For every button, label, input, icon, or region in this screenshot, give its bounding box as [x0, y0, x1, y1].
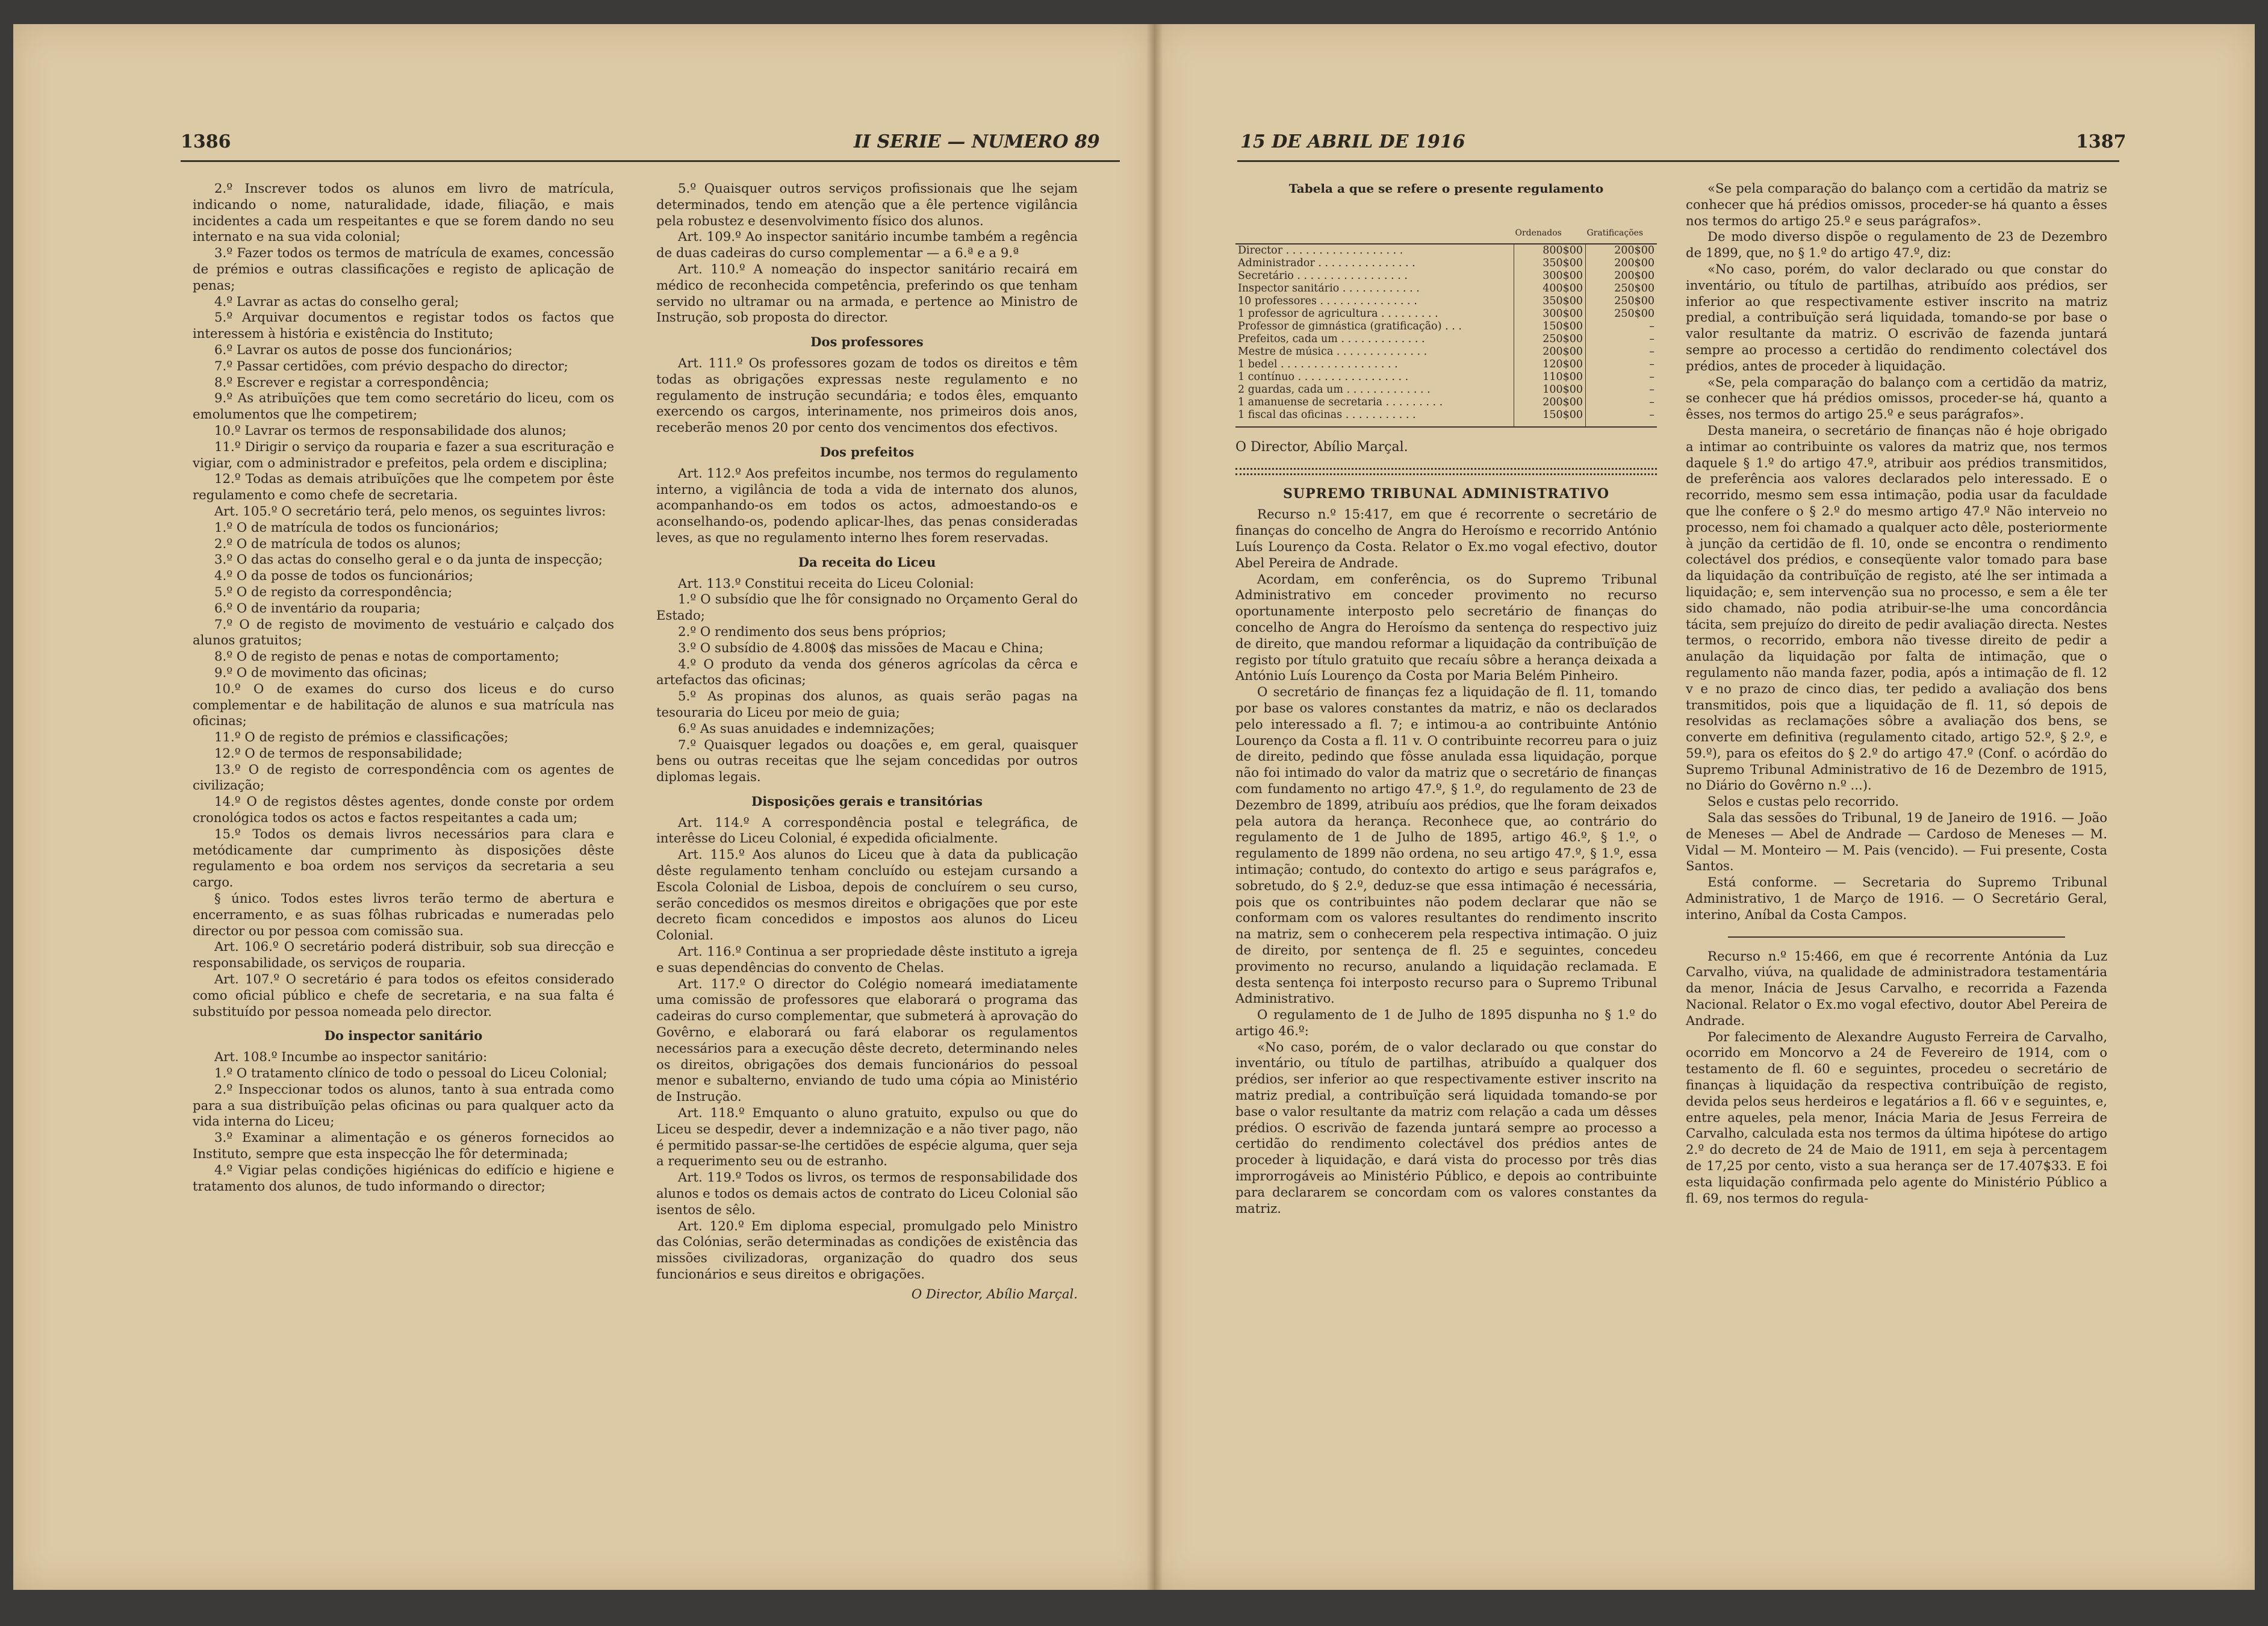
paragraph: 9.º As atribuïções que tem como secretário do liceu, com os emolumentos que lhe competirem; — [193, 390, 614, 422]
paragraph: 3.º O subsídio de 4.800$ das missões de Macau e China; — [678, 640, 1043, 655]
right-column-2 — [1686, 181, 2107, 1206]
paragraph: 5.º As propinas dos alunos, as quais serão pagas na tesouraria do Liceu por meio de guia; — [656, 688, 1078, 720]
section-heading: Dos prefeitos — [819, 444, 915, 459]
table-header-blank — [1235, 203, 1514, 244]
paragraph: 13.º O de registo de correspondência com os agentes de civilização; — [193, 761, 614, 793]
paragraph: Recurso n.º 15:466, em que é recorrente Antónia da Luz Carvalho, viúva, na qualidade de administradora testamentária da menor, Inácia de Jesus Carvalho, e recorrida a Fazenda Nacional. Relator o Ex.mo vogal efectivo, doutor Abel Pereira de Andrade. — [1686, 948, 2107, 1028]
paragraph: Acordam, em conferência, os do Supremo Tribunal Administrativo em conceder provimento no recurso oportunamente interposto pelo secretário de finanças do concelho de Angra do Heroísmo da sentença do respectivo juiz de direito, que mandou reformar a liquidação da contribuïção de registo por título gratuito que recaíu sôbre a herança deixada a António Luís Lourenço da Costa por Maria Belém Pinheiro. — [1235, 571, 1657, 684]
paragraph: 11.º O de registo de prémios e classificações; — [214, 729, 509, 745]
left-column-2 — [656, 181, 1078, 1303]
paragraph: 5.º Arquivar documentos e registar todos os factos que interessem à história e existência do Instituto; — [193, 310, 614, 341]
paragraph: Por falecimento de Alexandre Augusto Ferreira de Carvalho, ocorrido em Moncorvo a 24 de Fevereiro de 1914, com o testamento de fl. 60 e seguintes, procedeu o secretário de finanças à liquidação da respectiva contribuïção de registo, devida pelos seus herdeiros e legatários a fl. 66 v e seguintes, e, entre aqueles, pela menor, Inácia Maria de Jesus Ferreira de Carvalho, calculada esta nos termos da última hipótese do artigo 2.º do decreto de 24 de Maio de 1911, em seja à percentagem de 17,25 por cento, visto a sua herança ser de 17.407$33. E foi esta liquidação confirmada pelo agente do Ministério Público a fl. 69, nos termos do regula- — [1686, 1029, 2107, 1206]
paragraph: 4.º Vigiar pelas condições higiénicas do edifício e higiene e tratamento dos alunos, de tudo informando o director; — [193, 1162, 614, 1194]
paragraph: Selos e custas pelo recorrido. — [1707, 794, 1899, 809]
row-gratificacao: 200$00 — [1586, 244, 1658, 257]
paragraph: 2.º Inspeccionar todos os alunos, tanto à sua entrada como para a sua distribuïção pelas oficinas ou para qualquer acto da vida interna do Liceu; — [193, 1081, 614, 1129]
row-label: 1 fiscal das oficinas . . . . . . . . . . . — [1235, 409, 1514, 427]
paragraph: Art. 116.º Continua a ser propriedade dêste instituto a igreja e suas dependências do convento de Chelas. — [656, 944, 1078, 975]
paragraph: Sala das sessões do Tribunal, 19 de Janeiro de 1916. — João de Meneses — Abel de Andrade — Cardoso de Meneses — M. Vidal — M. Monteiro — M. Pais (vencido). — Fui presente, Costa Santos. — [1686, 810, 2107, 874]
paragraph: Art. 114.º A correspondência postal e telegráfica, de interêsse do Liceu Colonial, é expedida oficialmente. — [656, 814, 1078, 846]
table-header-ordenados: Ordenados — [1514, 203, 1586, 244]
table-row — [1235, 371, 1657, 384]
paragraph: 1.º O de matrícula de todos os funcionários; — [214, 519, 499, 535]
row-ordenado: 110$00 — [1514, 371, 1586, 384]
paragraph: 2.º Inscrever todos os alunos em livro de matrícula, indicando o nome, naturalidade, idade, filiação, e mais incidentes a cada um respeitantes e que se forem dando no seu internato e na sua vida colonial; — [193, 181, 614, 245]
right-column-1 — [1235, 181, 1657, 1216]
row-label: 2 guardas, cada um . . . . . . . . . . . . . — [1238, 383, 1431, 396]
row-label: Director . . . . . . . . . . . . . . . . . . — [1235, 244, 1514, 257]
row-gratificacao: – — [1586, 371, 1658, 384]
row-ordenado: 300$00 — [1514, 270, 1586, 282]
signature: O Director, Abílio Marçal. — [911, 1286, 1078, 1301]
table-header-gratificacoes: Gratificações — [1586, 203, 1658, 244]
paragraph: «No caso, porém, de o valor declarado ou que constar do inventário, ou título de partilhas, atribuído a qualquer dos prédios, ser inferior ao que respectivamente estiver inscrito na matriz predial, a contribuïção será liquidada tomando-se por base o valor resultante da matriz com relação a cada um dêsses prédios. O escrivão de fazenda juntará sempre ao processo a certidão do rendimento colectável dos prédios antes de proceder à liquidação, e dará vista do processo por três dias improrrogáveis ao Ministério Público, e depois ao contribuinte para declararem se concordam com os valores constantes da matriz. — [1235, 1039, 1657, 1216]
row-label: Professor de gimnástica (gratificação) . . . — [1238, 320, 1462, 332]
book-gutter — [1146, 24, 1163, 1590]
table-row — [1235, 396, 1657, 409]
paragraph: 5.º Quaisquer outros serviços profissionais que lhe sejam determinados, tendo em atenção que a êle pertence vigilância pela robustez e desenvolvimento físico dos alunos. — [656, 181, 1078, 228]
row-label: Secretário . . . . . . . . . . . . . . . . . — [1238, 269, 1408, 282]
paragraph: O regulamento de 1 de Julho de 1895 dispunha no § 1.º do artigo 46.º: — [1235, 1007, 1657, 1038]
table-title: Tabela a que se refere o presente regulamento — [1288, 181, 1604, 196]
paragraph: 6.º Lavrar os autos de posse dos funcionários; — [214, 341, 513, 357]
row-ordenado: 350$00 — [1514, 257, 1586, 270]
row-gratificacao: – — [1586, 358, 1658, 371]
row-ordenado: 250$00 — [1514, 333, 1586, 346]
paragraph: De modo diverso dispõe o regulamento de 23 de Dezembro de 1899, que, no § 1.º do artigo 47.º, diz: — [1686, 229, 2107, 261]
paragraph: 7.º Passar certidões, com prévio despacho do director; — [214, 358, 568, 373]
row-label: Inspector sanitário . . . . . . . . . . . . — [1238, 282, 1420, 294]
table-row — [1235, 282, 1657, 295]
right-date-label: 15 DE ABRIL DE 1916 — [1240, 131, 1465, 152]
ornamental-divider — [1235, 468, 1657, 475]
section-heading: SUPREMO TRIBUNAL ADMINISTRATIVO — [1283, 485, 1609, 502]
table-row — [1235, 295, 1657, 308]
paragraph: Está conforme. — Secretaria do Supremo Tribunal Administrativo, 1 de Março de 1916. — O Secretário Geral, interino, Aníbal da Costa Campos. — [1686, 874, 2107, 922]
paragraph: Art. 117.º O director do Colégio nomeará imediatamente uma comissão de professores que elaborará o programa das cadeiras do curso complementar, que submeterá à aprovação do Govêrno, e elaborará ou fará elaborar os regulamentos necessários para a execução dêste decreto, determinando neles os direitos, obrigações dos demais funcionários do pessoal menor e subalterno, enviando de tudo uma cópia ao Ministério de Instrução. — [656, 976, 1078, 1104]
row-label: 1 contínuo . . . . . . . . . . . . . . . . . — [1238, 370, 1409, 383]
section-heading: Dos professores — [810, 334, 924, 350]
paragraph: Art. 115.º Aos alunos do Liceu que à data da publicação dêste regulamento tenham concluído ou estejam cursando a Escola Colonial de Lisboa, depois de concluírem o seu curso, serão concedidos os mesmos direitos e obrigações que por este decreto ficam concedidos e impostos aos alunos do Liceu Colonial. — [656, 847, 1078, 943]
table-row — [1235, 320, 1657, 333]
paragraph: 12.º O de termos de responsabilidade; — [214, 745, 463, 761]
paragraph: Art. 108.º Incumbe ao inspector sanitário: — [214, 1049, 488, 1065]
table-row — [1235, 244, 1657, 257]
row-ordenado: 100$00 — [1514, 384, 1586, 396]
left-column-1 — [193, 181, 614, 1194]
row-label: Prefeitos, cada um . . . . . . . . . . . . . — [1238, 332, 1425, 345]
paragraph: Art. 120.º Em diploma especial, promulgado pelo Ministro das Colónias, serão determinadas as condições de existência das missões civilizadoras, organização do quadro dos seus funcionários e seus direitos e obrigações. — [656, 1218, 1078, 1282]
paragraph: Art. 111.º Os professores gozam de todos os direitos e têm todas as obrigações expressas neste regulamento e no regulamento de instrução secundária; e todos êles, emquanto exercendo os cargos, interinamente, nos primeiros dois anos, receberão menos 20 por cento dos vencimentos dos efectivos. — [656, 355, 1078, 435]
section-heading: Disposições gerais e transitórias — [751, 793, 983, 809]
row-label: Mestre de música . . . . . . . . . . . . . . — [1238, 345, 1428, 358]
paragraph: 6.º As suas anuidades e indemnizações; — [678, 720, 935, 736]
salary-table — [1235, 203, 1657, 428]
paragraph: 14.º O de registos dêstes agentes, donde conste por ordem cronológica todos os actos e factos respeitantes a cada um; — [193, 794, 614, 826]
row-gratificacao: – — [1586, 396, 1658, 409]
row-gratificacao: 250$00 — [1586, 308, 1658, 320]
row-ordenado: 150$00 — [1514, 409, 1586, 427]
row-label: 1 amanuense de secretaria . . . . . . . . . — [1238, 396, 1443, 408]
paragraph: Art. 106.º O secretário poderá distribuir, sob sua direcção e responsabilidade, os serviços de rouparia. — [193, 939, 614, 971]
paragraph: 1.º O subsídio que lhe fôr consignado no Orçamento Geral do Estado; — [656, 591, 1078, 623]
paragraph: 5.º O de registo da correspondência; — [214, 584, 453, 599]
table-signature: O Director, Abílio Marçal. — [1235, 439, 1408, 455]
paragraph: «Se pela comparação do balanço com a certidão da matriz se conhecer que há prédios omissos, proceder-se há quanto a êsses nos termos do artigo 25.º e seus parágrafos». — [1686, 181, 2107, 228]
paragraph: Desta maneira, o secretário de finanças não é hoje obrigado a intimar ao contribuinte os valores da matriz que, nos termos daquele § 1.º do artigo 47.º, atribuir aos prédios transmitidos, de preferência aos valores declarados pelo interessado. E o recorrido, mesmo sem essa intimação, podia usar da faculdade que lhe confere o § 2.º do mesmo artigo 47.º Não interveio no processo, nem foi chamado a qualquer acto dêle, posteriormente à junção da certidão de fl. 10, onde se encontra o rendimento colectável dos prédios, e conseqüente valor tomado para base da liquidação da contribuïção de registo, até lhe ser intimada a liquidação; e, sem intervenção sua no processo, e sem a êle ter sido chamado, não podia atribuir-se-lhe uma concordância tácita, sem prejuízo do direito de pedir avaliação directa. Nestes termos, o recorrido, embora não tivesse direito de pedir a anulação da liquidação por falta de intimação, que o regulamento não manda fazer, podia, após a intimação de fl. 12 v e no prazo de cinco dias, ter pedido a avaliação dos bens transmitidos, pois que a liquidação de fl. 11, só depois de resolvidas as reclamações sôbre a avaliação dos bens, se converte em definitiva (regulamento citado, artigo 52.º, § 2.º, e 59.º), para os efeitos do § 2.º do artigo 47.º (Conf. o acórdão do Supremo Tribunal Administrativo de 16 de Dezembro de 1915, no Diário do Govêrno n.º ...). — [1686, 422, 2107, 793]
section-divider — [1728, 936, 2065, 938]
right-page-number: 1387 — [2076, 131, 2127, 152]
row-ordenado: 400$00 — [1514, 282, 1586, 295]
paragraph: 2.º O rendimento dos seus bens próprios; — [678, 623, 946, 639]
paragraph: 15.º Todos os demais livros necessários para clara e metódicamente dar cumprimento às disposições dêste regulamento e boa ordem nos serviços da secretaria a seu cargo. — [193, 826, 614, 890]
left-page-number: 1386 — [181, 131, 231, 152]
paragraph: 6.º O de inventário da rouparia; — [214, 600, 421, 615]
table-row — [1235, 270, 1657, 282]
row-gratificacao: – — [1586, 333, 1658, 346]
paragraph: 3.º Fazer todos os termos de matrícula de exames, concessão de prémios e outras classificações e registo de aplicação de penas; — [193, 245, 614, 293]
row-ordenado: 300$00 — [1514, 308, 1586, 320]
paragraph: 7.º O de registo de movimento de vestuário e calçado dos alunos gratuitos; — [193, 616, 614, 648]
table-row — [1235, 384, 1657, 396]
row-gratificacao: – — [1586, 320, 1658, 333]
row-gratificacao: – — [1586, 384, 1658, 396]
left-header-rule — [181, 160, 1120, 162]
paragraph: 3.º Examinar a alimentação e os géneros fornecidos ao Instituto, sempre que esta inspecção lhe fôr determinada; — [193, 1130, 614, 1162]
paragraph: 8.º O de registo de penas e notas de comportamento; — [214, 649, 559, 664]
paragraph: Art. 119.º Todos os livros, os termos de responsabilidade dos alunos e todos os demais actos de contrato do Liceu Colonial são isentos de sêlo. — [656, 1170, 1078, 1217]
paragraph: 7.º Quaisquer legados ou doações e, em geral, quaisquer bens ou outras receitas que lhe sejam concedidas por outros diplomas legais. — [656, 737, 1078, 785]
section-heading: Do inspector sanitário — [324, 1028, 483, 1044]
row-ordenado: 120$00 — [1514, 358, 1586, 371]
paragraph: «No caso, porém, do valor declarado ou que constar do inventário, ou título de partilhas, atribuído aos prédios, ser inferior ao que respectivamente estiver inscrito na matriz predial, a contribuïção será liquidada, tomando-se por base o valor resultante da matriz. O escrivão de fazenda juntará sempre ao processo a certidão do rendimento colectável dos prédios, antes de proceder à liquidação. — [1686, 261, 2107, 373]
row-ordenado: 350$00 — [1514, 295, 1586, 308]
table-row — [1235, 333, 1657, 346]
row-ordenado: 200$00 — [1514, 396, 1586, 409]
left-series-label: II SERIE — NUMERO 89 — [854, 131, 1100, 152]
paragraph: 4.º O produto da venda dos géneros agrícolas da cêrca e artefactos das oficinas; — [656, 656, 1078, 688]
paragraph: 4.º Lavrar as actas do conselho geral; — [214, 293, 459, 309]
row-gratificacao: – — [1586, 346, 1658, 358]
right-header-rule — [1237, 160, 2119, 162]
table-row — [1235, 257, 1657, 270]
paragraph: Art. 110.º A nomeação do inspector sanitário recairá em médico de reconhecida competência, preferindo os que tenham servido no ultramar ou na armada, e pertence ao Ministro de Instrução, sob proposta do director. — [656, 261, 1078, 325]
paragraph: 9.º O de movimento das oficinas; — [214, 664, 427, 680]
paragraph: Recurso n.º 15:417, em que é recorrente o secretário de finanças do concelho de Angra do Heroísmo e recorrido António Luís Lourenço da Costa. Relator o Ex.mo vogal efectivo, doutor Abel Pereira de Andrade. — [1235, 506, 1657, 570]
paragraph: «Se, pela comparação do balanço com a certidão da matriz, se conhecer que há prédios omissos, proceder-se há, quanto a êsses, nos termos do artigo 25.º e seus parágrafos». — [1686, 374, 2107, 422]
paragraph: 1.º O tratamento clínico de todo o pessoal do Liceu Colonial; — [214, 1065, 607, 1081]
paragraph: § único. Todos estes livros terão termo de abertura e encerramento, e as suas fôlhas rubricadas e numeradas pelo director ou por pessoa com comissão sua. — [193, 891, 614, 938]
row-label: Administrador . . . . . . . . . . . . . . . — [1238, 257, 1415, 269]
paragraph: 2.º O de matrícula de todos os alunos; — [214, 535, 461, 551]
row-ordenado: 200$00 — [1514, 346, 1586, 358]
table-row — [1235, 308, 1657, 320]
paragraph: 11.º Dirigir o serviço da rouparia e fazer a sua escrituração e vigiar, com o administrador e prefeitos, pela ordem e disciplina; — [193, 438, 614, 470]
row-label: 10 professores . . . . . . . . . . . . . . . — [1238, 294, 1417, 307]
paragraph: Art. 109.º Ao inspector sanitário incumbe também a regência de duas cadeiras do curso complementar — a 6.ª e a 9.ª — [656, 229, 1078, 261]
table-row — [1235, 409, 1657, 427]
section-heading: Da receita do Liceu — [798, 554, 936, 570]
paragraph: Art. 113.º Constitui receita do Liceu Colonial: — [678, 575, 974, 591]
paragraph: Art. 112.º Aos prefeitos incumbe, nos termos do regulamento interno, a vigilância de toda a vida de internato dos alunos, acompanhando-os em todos os actos, admoestando-os e aconselhando-os, podendo aplicar-lhes, das penas consideradas leves, as que no regulamento interno lhes forem reservadas. — [656, 465, 1078, 545]
paragraph: 3.º O das actas do conselho geral e o da junta de inspecção; — [214, 552, 603, 567]
row-ordenado: 800$00 — [1514, 244, 1586, 257]
paragraph: 10.º O de exames do curso dos liceus e do curso complementar e de habilitação de alunos e sua matrícula nas oficinas; — [193, 681, 614, 729]
paragraph: O secretário de finanças fez a liquidação de fl. 11, tomando por base os valores constantes da matriz, e não os declarados pelo interessado a fl. 7; e intimou-a ao contribuinte António Lourenço da Costa a fl. 11 v. O contribuinte recorreu para o juiz de direito, pedindo que fôsse anulada essa liquidação, porque não foi intimado do valor da matriz que o secretário de finanças com fundamento no artigo 47.º, § 1.º, do regulamento de 23 de Dezembro de 1899, atribuíu aos prédios, que lhe foram deixados pela autora da herança. Reconhece que, ao contrário do regulamento de 1 de Julho de 1895, artigo 46.º, § 1.º, o regulamento de 1899 não ordena, no seu artigo 47.º, § 1.º, essa intimação; contudo, do contexto do artigo e seus parágrafos e, sobretudo, do § 2.º, deduz-se que essa intimação é necessária, pois que os contribuintes não podem declarar que não se conformam com os valores resultantes do rendimento inscrito na matriz, sem o conhecerem pela respectiva intimação. O juiz de direito, por sentença de fl. 25 e seguintes, concedeu provimento no recurso, anulando a liquidação reclamada. E desta sentença foi interposto recurso para o Supremo Tribunal Administrativo. — [1235, 684, 1657, 1006]
row-gratificacao: – — [1586, 409, 1658, 427]
paragraph: Art. 118.º Emquanto o aluno gratuito, expulso ou que do Liceu se despedir, dever a indemnização e a não tiver pago, não é permitido passar-se-lhe certidões de espécie alguma, quer seja a requerimento seu ou de estranho. — [656, 1105, 1078, 1169]
row-gratificacao: 200$00 — [1586, 257, 1658, 270]
row-label: 1 bedel . . . . . . . . . . . . . . . . . . — [1238, 358, 1398, 370]
paragraph: 10.º Lavrar os termos de responsabilidade dos alunos; — [214, 422, 567, 438]
row-gratificacao: 200$00 — [1586, 270, 1658, 282]
paragraph: 4.º O da posse de todos os funcionários; — [214, 568, 474, 584]
table-row — [1235, 358, 1657, 371]
table-row — [1235, 346, 1657, 358]
row-gratificacao: 250$00 — [1586, 282, 1658, 295]
paragraph: 12.º Todas as demais atribuïções que lhe competem por êste regulamento e como chefe de secretaria. — [193, 471, 614, 503]
paragraph: 8.º Escrever e registar a correspondência; — [214, 374, 489, 390]
row-gratificacao: 250$00 — [1586, 295, 1658, 308]
row-label: 1 professor de agricultura . . . . . . . . . — [1238, 307, 1438, 320]
paragraph: Art. 107.º O secretário é para todos os efeitos considerado como oficial público e chefe de secretaria, e na sua falta é substituído por pessoa nomeada pelo director. — [193, 971, 614, 1019]
row-ordenado: 150$00 — [1514, 320, 1586, 333]
paragraph: Art. 105.º O secretário terá, pelo menos, os seguintes livros: — [214, 503, 606, 519]
